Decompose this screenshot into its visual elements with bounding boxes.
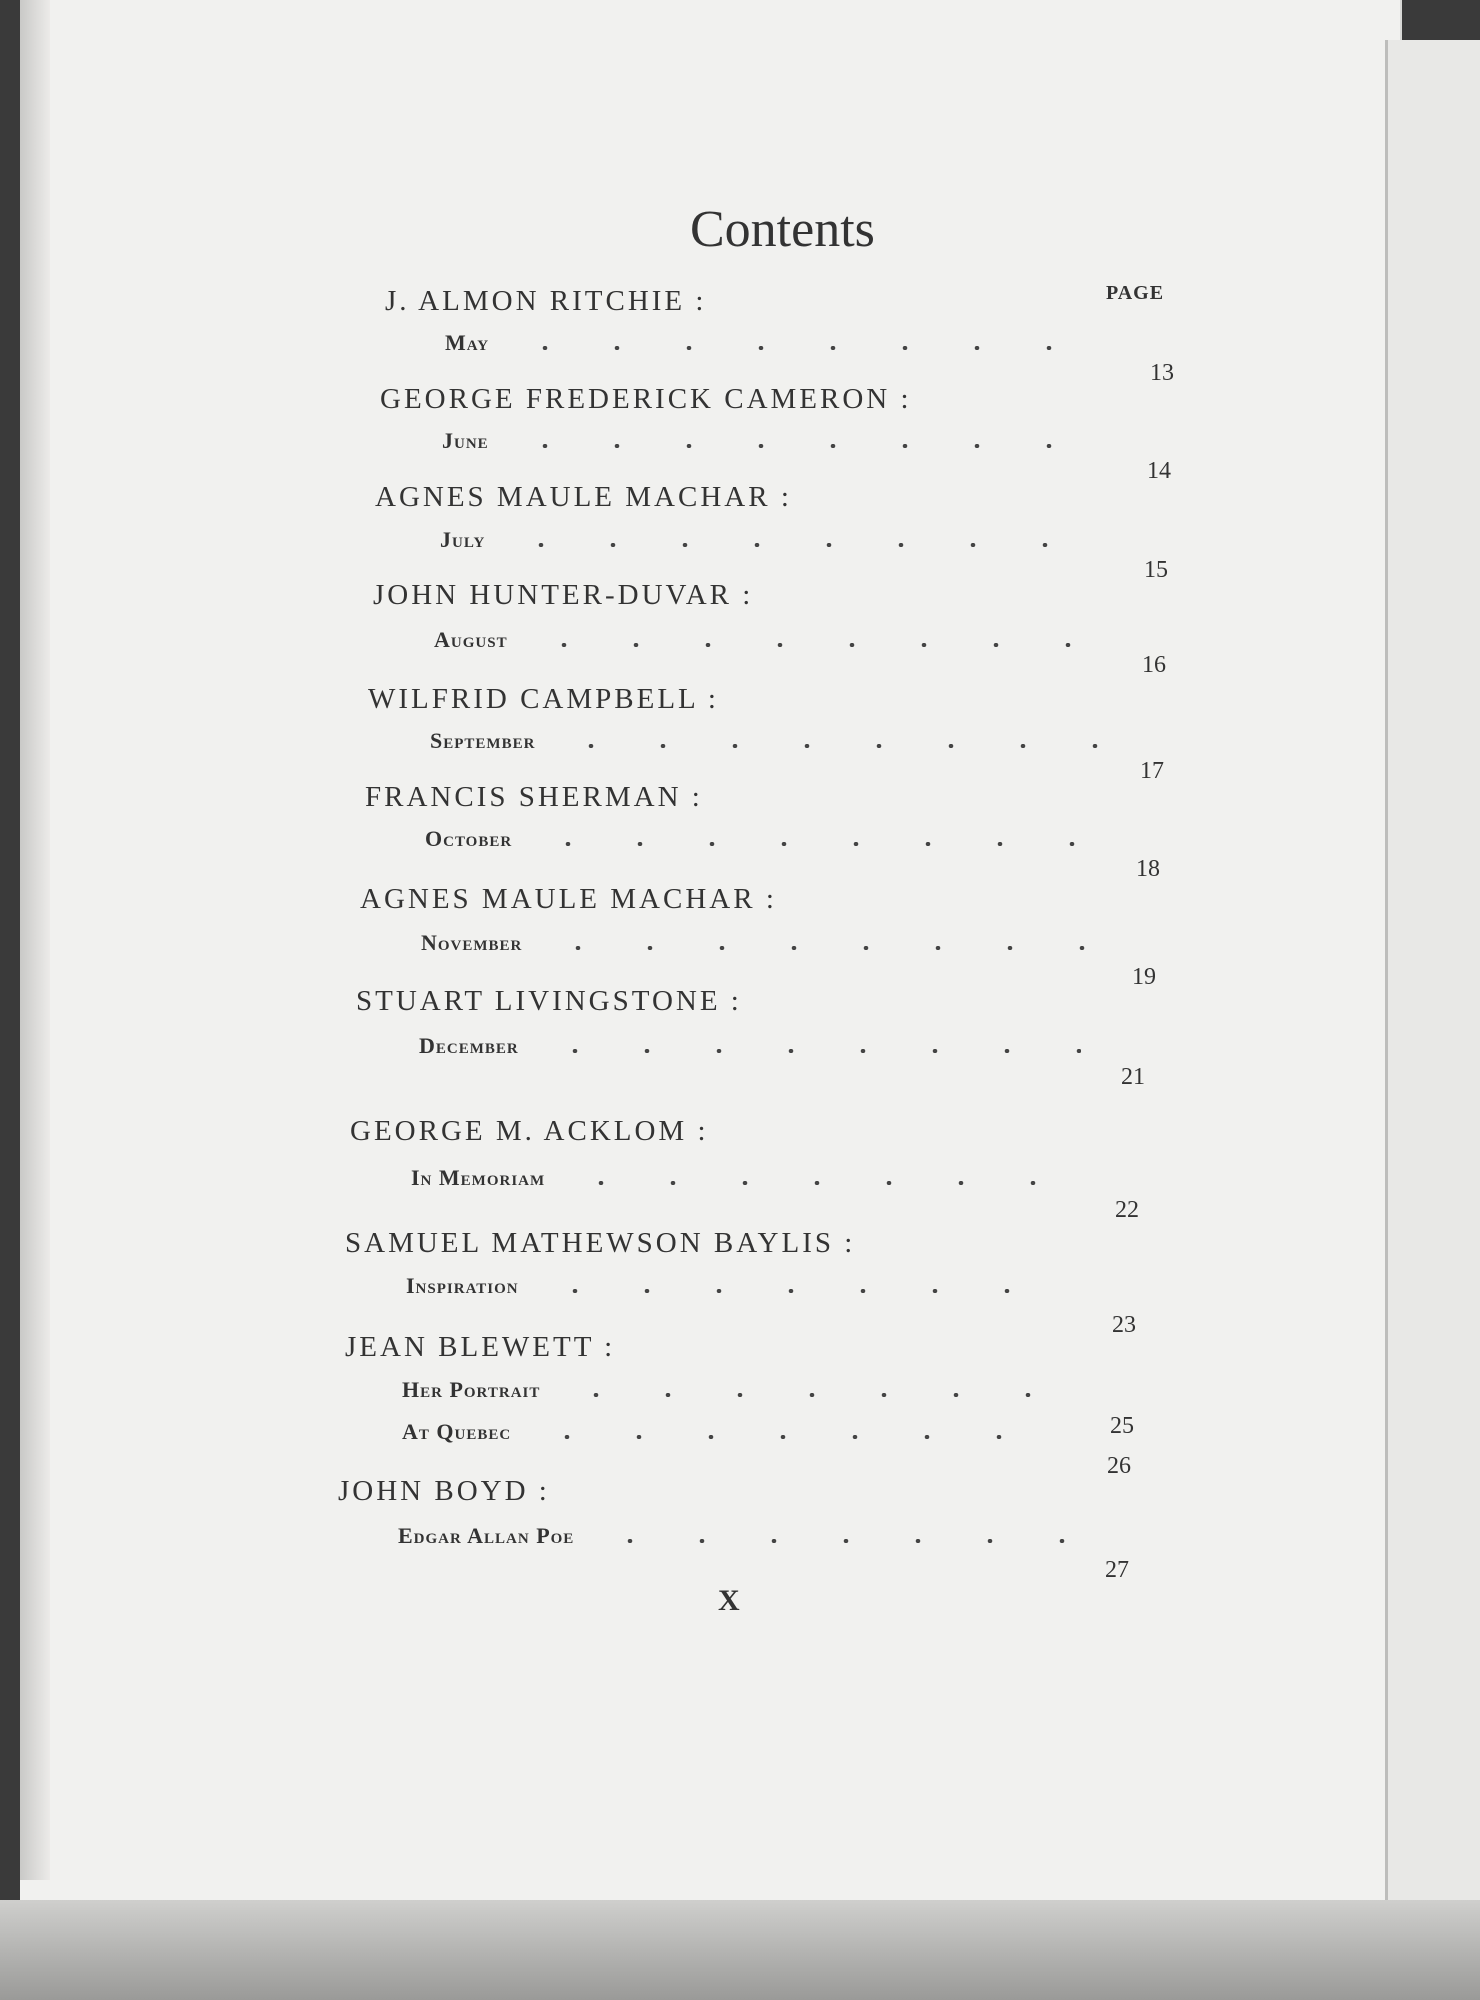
toc-work-title: October [425,826,513,851]
dot-leader [555,744,1100,748]
dot-leader [505,543,1104,547]
toc-author: FRANCIS SHERMAN : [365,781,703,813]
toc-author: SAMUEL MATHEWSON BAYLIS : [345,1227,856,1259]
toc-page-number: 21 [1121,1064,1145,1090]
facing-page-edge [1385,40,1480,1930]
dot-leader [509,346,1110,350]
toc-entry[interactable] [411,1165,1095,1199]
toc-author: J. ALMON RITCHIE : [385,285,707,317]
toc-work-title: Her Portrait [402,1377,541,1402]
toc-work-title: June [442,428,489,453]
toc-author: JOHN BOYD : [338,1475,550,1507]
toc-entry[interactable] [402,1377,1090,1411]
dot-leader [539,1049,1081,1053]
dot-leader [528,643,1102,647]
page-column-label: PAGE [1106,282,1165,304]
toc-work-title: Inspiration [406,1273,519,1298]
toc-page-number: 23 [1112,1312,1136,1338]
toc-page-number: 19 [1132,964,1156,990]
toc-entry[interactable] [440,527,1124,561]
folio-number: X [718,1584,740,1617]
toc-page-number: 22 [1115,1197,1139,1223]
toc-page-number: 15 [1144,557,1168,583]
dot-leader [542,946,1092,950]
toc-work-title: November [421,930,523,955]
toc-entry[interactable] [421,930,1112,964]
dot-leader [531,1435,1067,1439]
toc-author: AGNES MAULE MACHAR : [360,883,777,915]
toc-work-title: December [419,1033,519,1058]
toc-author: JOHN HUNTER-DUVAR : [373,579,754,611]
toc-page-number: 13 [1150,360,1174,386]
toc-entry[interactable] [398,1523,1085,1557]
toc-page-number: 26 [1107,1453,1131,1479]
toc-work-title: September [430,728,536,753]
dot-leader [594,1539,1065,1543]
dot-leader [565,1181,1075,1185]
dot-leader [509,444,1107,448]
dot-leader [560,1393,1070,1397]
bottom-shadow [0,1900,1480,2000]
page-edge [20,0,50,1880]
toc-author: WILFRID CAMPBELL : [368,683,719,715]
toc-entry[interactable] [434,627,1122,661]
toc-work-title: August [434,627,508,652]
toc-entry[interactable] [419,1033,1101,1067]
toc-page-number: 16 [1142,652,1166,678]
dot-leader [532,842,1096,846]
toc-work-title: At Quebec [402,1419,512,1444]
toc-work-title: In Memoriam [411,1165,546,1190]
toc-entry[interactable] [430,728,1120,762]
toc-work-title: May [445,330,490,355]
toc-entry[interactable] [402,1419,1087,1453]
toc-entry[interactable] [425,826,1116,860]
toc-page-number: 25 [1110,1413,1134,1439]
toc-author: GEORGE M. ACKLOM : [350,1115,709,1147]
toc-page-number: 14 [1147,458,1171,484]
toc-page-number: 27 [1105,1557,1129,1583]
toc-author: JEAN BLEWETT : [345,1331,616,1363]
toc-entry[interactable] [406,1273,1092,1307]
toc-entry[interactable] [442,428,1127,462]
toc-author: GEORGE FREDERICK CAMERON : [380,383,912,415]
page-title: Contents [690,201,875,258]
toc-author: STUART LIVINGSTONE : [356,985,742,1017]
toc-page-number: 17 [1140,758,1164,784]
dot-leader [539,1289,1072,1293]
toc-entry[interactable] [445,330,1130,364]
toc-work-title: Edgar Allan Poe [398,1523,575,1548]
toc-author: AGNES MAULE MACHAR : [375,481,792,513]
toc-work-title: July [440,527,486,552]
toc-page-number: 18 [1136,856,1160,882]
